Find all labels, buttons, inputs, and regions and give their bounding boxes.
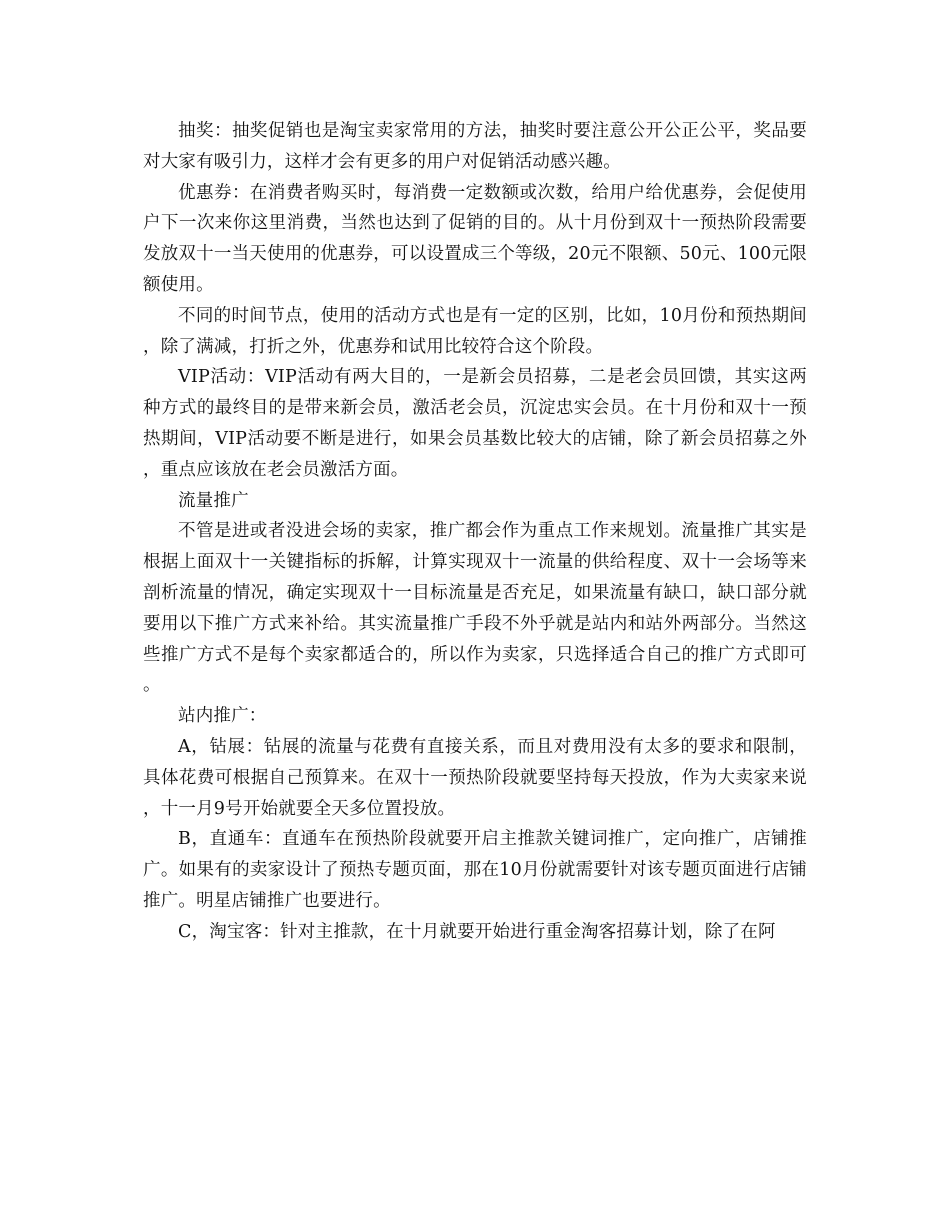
paragraph-coupon: 优惠券：在消费者购买时，每消费一定数额或次数，给用户给优惠券，会促使用户下一次来你这里消费，当然也达到了促销的目的。从十月份到双十一预热阶段需要发放双十一当天使用的优惠券，可以设置成三个等级，20元不限额、50元、100元限额使用。 (143, 182, 807, 295)
document-body (143, 116, 807, 948)
paragraph-through-train: B，直通车：直通车在预热阶段就要开启主推款关键词推广，定向推广，店铺推广。如果有的卖家设计了预热专题页面，那在10月份就需要针对该专题页面进行店铺推广。明星店铺推广也要进行。 (143, 829, 807, 911)
heading-traffic-promotion: 流量推广 (178, 490, 249, 511)
paragraph-taobaoke: C，淘宝客：针对主推款，在十月就要开始进行重金淘客招募计划，除了在阿 (178, 921, 776, 942)
heading-onsite-promotion: 站内推广： (178, 706, 267, 727)
paragraph-traffic-promotion: 不管是进或者没进会场的卖家，推广都会作为重点工作来规划。流量推广其实是根据上面双十一关键指标的拆解，计算实现双十一流量的供给程度、双十一会场等来剖析流量的情况，确定实现双十一目标流量是否充足，如果流量有缺口，缺口部分就要用以下推广方式来补给。其实流量推广手段不外乎就是站内和站外两部分。当然这些推广方式不是每个卖家都适合的，所以作为卖家，只选择适合自己的推广方式即可。 (143, 521, 807, 696)
paragraph-lottery: 抽奖：抽奖促销也是淘宝卖家常用的方法，抽奖时要注意公开公正公平，奖品要对大家有吸引力，这样才会有更多的用户对促销活动感兴趣。 (143, 121, 807, 172)
paragraph-diamond-booth: A，钻展：钻展的流量与花费有直接关系，而且对费用没有太多的要求和限制，具体花费可根据自己预算来。在双十一预热阶段就要坚持每天投放，作为大卖家来说，十一月9号开始就要全天多位置投放。 (143, 736, 807, 819)
paragraph-vip: VIP活动：VIP活动有两大目的，一是新会员招募，二是老会员回馈，其实这两种方式的最终目的是带来新会员，激活老会员，沉淀忠实会员。在十月份和双十一预热期间，VIP活动要不断是进行，如果会员基数比较大的店铺，除了新会员招募之外，重点应该放在老会员激活方面。 (143, 367, 807, 480)
paragraph-time-nodes: 不同的时间节点，使用的活动方式也是有一定的区别，比如，10月份和预热期间，除了满减，打折之外，优惠券和试用比较符合这个阶段。 (143, 305, 807, 357)
